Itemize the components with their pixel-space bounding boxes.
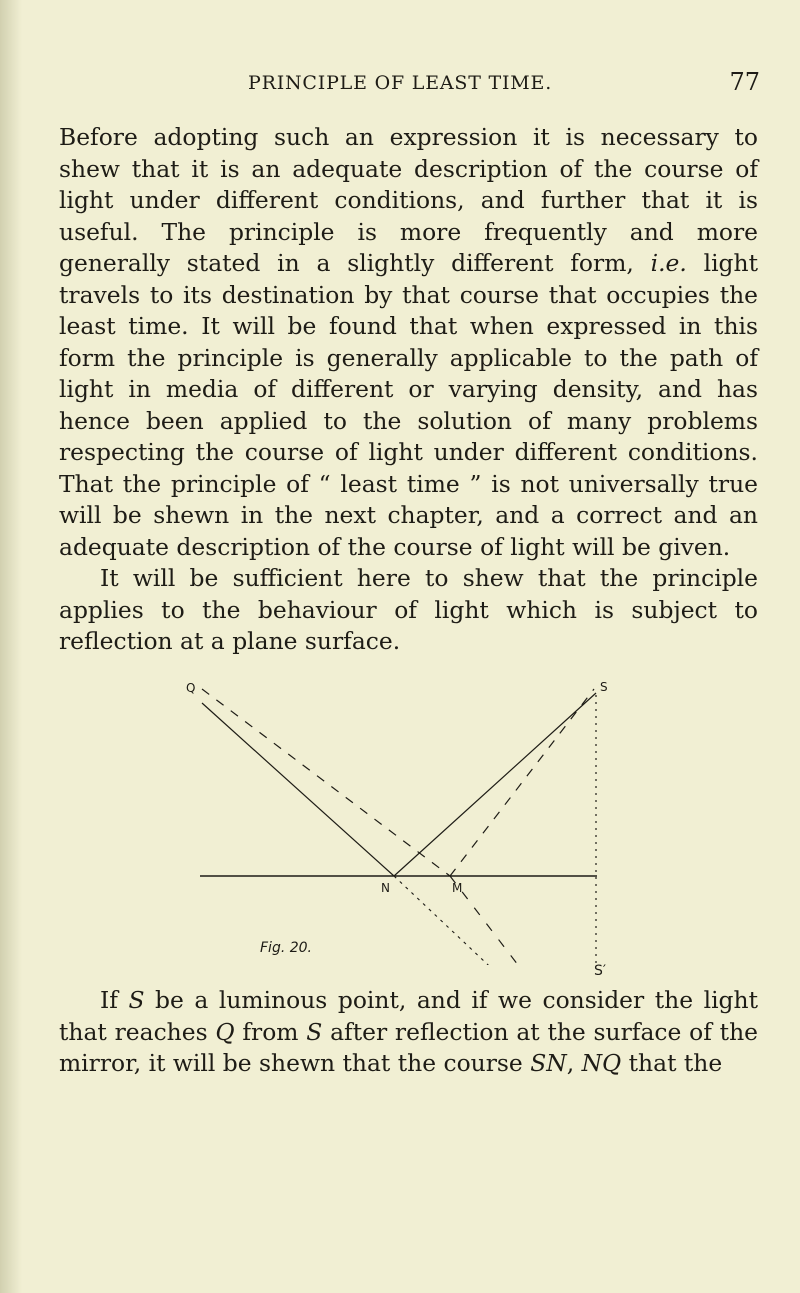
p3-t4: after reflection at the surface of the mirror, it will be shewn that the course [59,1017,758,1077]
figure-caption: Fig. 20. [260,940,312,956]
running-header [120,68,760,112]
label-s: S [600,680,608,694]
ray-q-to-m [202,689,450,876]
paragraph-1 [59,122,758,563]
p3-sn: SN [530,1049,567,1077]
reflection-diagram [150,665,650,965]
paragraph-2-text: It will be sufficient here to shew that the principle applies to the behaviour of light which is subject to reflection at a plane surface. [59,564,758,655]
p3-t1: If [100,986,129,1014]
paragraph-3 [59,985,758,1080]
p3-s2: S [306,1017,323,1046]
paragraph-2 [59,563,758,658]
ie-abbreviation: i.e. [650,249,687,277]
label-n: N [381,881,390,895]
p3-q: Q [215,1017,235,1046]
p3-t2: be a luminous point, and if we consider the light that reaches [59,986,758,1046]
label-s-prime-wrap [594,963,606,979]
page-number: 77 [729,68,760,96]
ray-n-to-s-prime [394,876,596,965]
paragraph-1-part-a: Before adopting such an expression it is necessary to shew that it is an adequate description of the course of light under different conditions, and further that it is useful. The principle is more frequently and more generally stated in a slightly different form, [59,123,758,277]
ray-q-to-n [202,703,394,876]
body-text [59,122,758,658]
label-s-prime: S′ [594,963,607,979]
paragraph-1-part-b: light travels to its destination by that course that occupies the least time. It will be found that when expressed in this form the principle is generally applicable to the path of light in media of different or varying density, and has hence been applied to the solution of many problems respecting the course of light under different conditions. That the principle of “ least time ” is not universally true will be shewn in the next chapter, and a correct and an adequate description of the course of light will be given. [59,249,758,561]
running-title: PRINCIPLE OF LEAST TIME. [248,72,553,94]
page-edge-shadow [0,0,22,1293]
p3-nq: NQ [581,1049,622,1077]
ray-n-to-s [394,693,596,876]
figure-20 [150,665,650,965]
p3-t5: , [566,1049,582,1077]
ray-m-to-s-prime [450,876,596,965]
p3-t3: from [234,1017,307,1046]
label-m: M [452,881,463,895]
ray-m-to-s [450,689,594,876]
p3-t6: that the [621,1049,723,1077]
p3-s1: S [128,986,145,1014]
label-q: Q [186,681,196,695]
